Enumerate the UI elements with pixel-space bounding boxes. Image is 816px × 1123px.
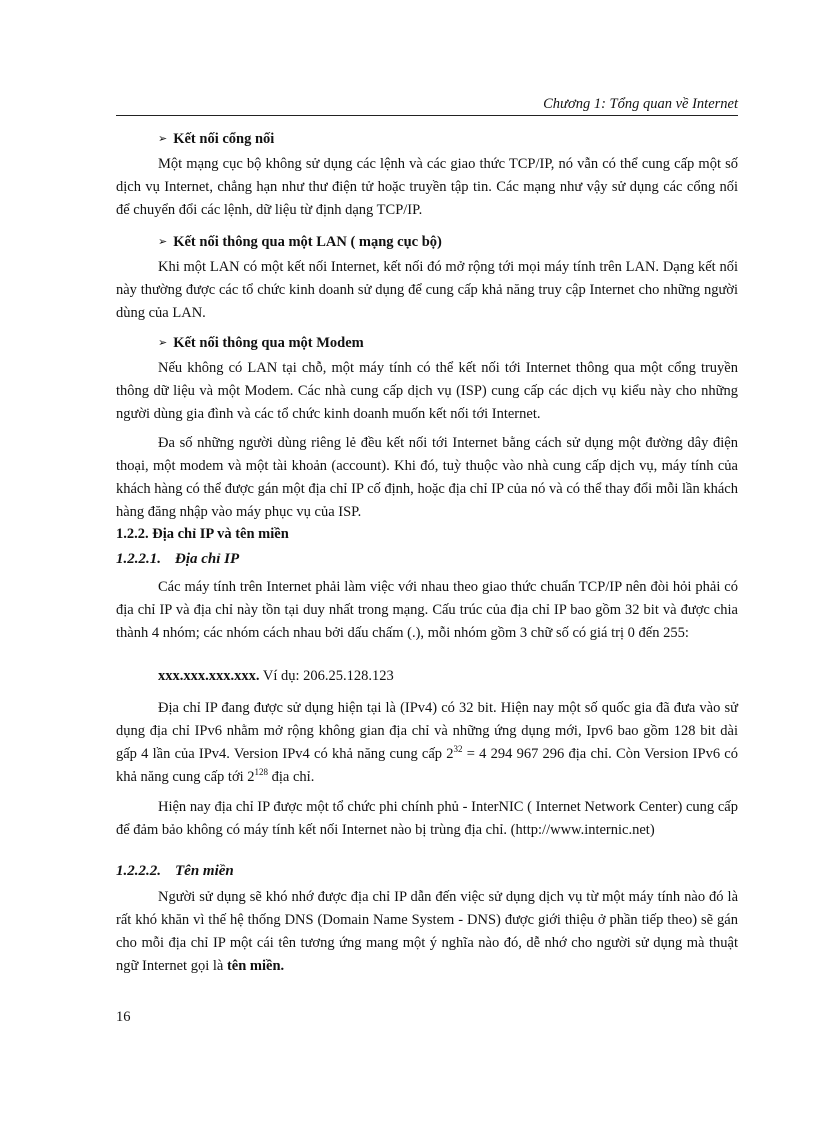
ip-example-line: xxx.xxx.xxx.xxx. Ví dụ: 206.25.128.123 [158, 668, 394, 684]
paragraph-internic: Hiện nay địa chỉ IP được một tổ chức phi chính phủ - InterNIC ( Internet Network Center) cung cấp để đảm bảo không có máy tính kết nối Internet nào bị trùng địa chỉ. (http://www.internic.net) [116, 799, 738, 838]
bullet-heading-gateway: ➢ Kết nối cổng nối [158, 131, 275, 147]
subsection-heading-ip-address: 1.2.2.1. Địa chỉ IP [116, 551, 240, 567]
paragraph-modem-2: Đa số những người dùng riêng lẻ đều kết nối tới Internet bằng cách sử dụng một đường dây điện thoại, một modem và một tài khoản (account). Khi đó, tuỳ thuộc vào nhà cung cấp dịch vụ, máy tính của khách hàng có thể được gán một địa chỉ IP cố định, hoặc địa chỉ IP của nó và có thể thay đổi mỗi lần khách hàng đăng nhập vào máy phục vụ của ISP. [116, 435, 738, 520]
paragraph-gateway: Một mạng cục bộ không sử dụng các lệnh và các giao thức TCP/IP, nó vẫn có thể cung cấp một số dịch vụ Internet, chẳng hạn như thư điện tử hoặc truyền tập tin. Các mạng như vậy sử dụng các cổng nối để chuyển đổi các lệnh, dữ liệu từ định dạng TCP/IP. [116, 156, 738, 218]
arrow-bullet-icon: ➢ [158, 132, 168, 145]
subsection-heading-domain-name: 1.2.2.2. Tên miền [116, 863, 234, 879]
paragraph-ipv4-ipv6: Địa chỉ IP đang được sử dụng hiện tại là (IPv4) có 32 bit. Hiện nay một số quốc gia đã đưa vào sử dụng địa chỉ IPv6 nhằm mở rộng không gian địa chỉ và những ứng dụng mới, Ipv6 bao gồm 128 bit dài gấp 4 lần của IPv4. Version IPv4 có khả năng cung cấp $2^{32} = 4$ 294 967 296 địa chỉ. Còn Version IPv6 có khả năng cung cấp tới $2^{128}$ địa chỉ. [116, 700, 738, 785]
header-rule [116, 115, 738, 116]
chapter-header: Chương 1: Tổng quan về Internet [543, 96, 738, 112]
paragraph-domain-name: Người sử dụng sẽ khó nhớ được địa chỉ IP dẫn đến việc sử dụng dịch vụ từ một máy tính nào đó là rất khó khăn vì thế hệ thống DNS (Domain Name System - DNS) được giới thiệu ở phần tiếp theo) sẽ gán cho mỗi địa chỉ IP một cái tên tương ứng mang một ý nghĩa nào đó, dễ nhớ cho người sử dụng mà thuật ngữ Internet gọi là tên miền. [116, 889, 738, 974]
paragraph-lan: Khi một LAN có một kết nối Internet, kết nối đó mở rộng tới mọi máy tính trên LAN. Dạng kết nối này thường được các tổ chức kinh doanh sử dụng để cung cấp khả năng truy cập Internet cho những người dùng của LAN. [116, 259, 738, 321]
bullet-heading-lan: ➢ Kết nối thông qua một LAN ( mạng cục bộ) [158, 234, 442, 250]
arrow-bullet-icon: ➢ [158, 235, 168, 248]
bullet-heading-modem: ➢ Kết nối thông qua một Modem [158, 335, 364, 351]
section-heading-1-2-2: 1.2.2. Địa chỉ IP và tên miền [116, 526, 289, 542]
paragraph-modem-1: Nếu không có LAN tại chỗ, một máy tính có thể kết nối tới Internet thông qua một cổng truyền thông dữ liệu và một Modem. Các nhà cung cấp dịch vụ (ISP) cung cấp các dịch vụ kiểu này cho những người dùng gia đình và các tổ chức kinh doanh muốn kết nối tới Internet. [116, 360, 738, 422]
term-domain-name: tên miền. [226, 958, 285, 974]
paragraph-ip-structure: Các máy tính trên Internet phải làm việc với nhau theo giao thức chuẩn TCP/IP nên đòi hỏi phải có địa chỉ IP và địa chỉ này tồn tại duy nhất trong mạng. Cấu trúc của địa chỉ IP bao gồm 32 bit và được chia thành 4 nhóm; các nhóm cách nhau bởi dấu chấm (.), mỗi nhóm gồm 3 chữ số có giá trị 0 đến 255: [116, 579, 738, 641]
page-number: 16 [116, 1009, 131, 1025]
arrow-bullet-icon: ➢ [158, 336, 168, 349]
